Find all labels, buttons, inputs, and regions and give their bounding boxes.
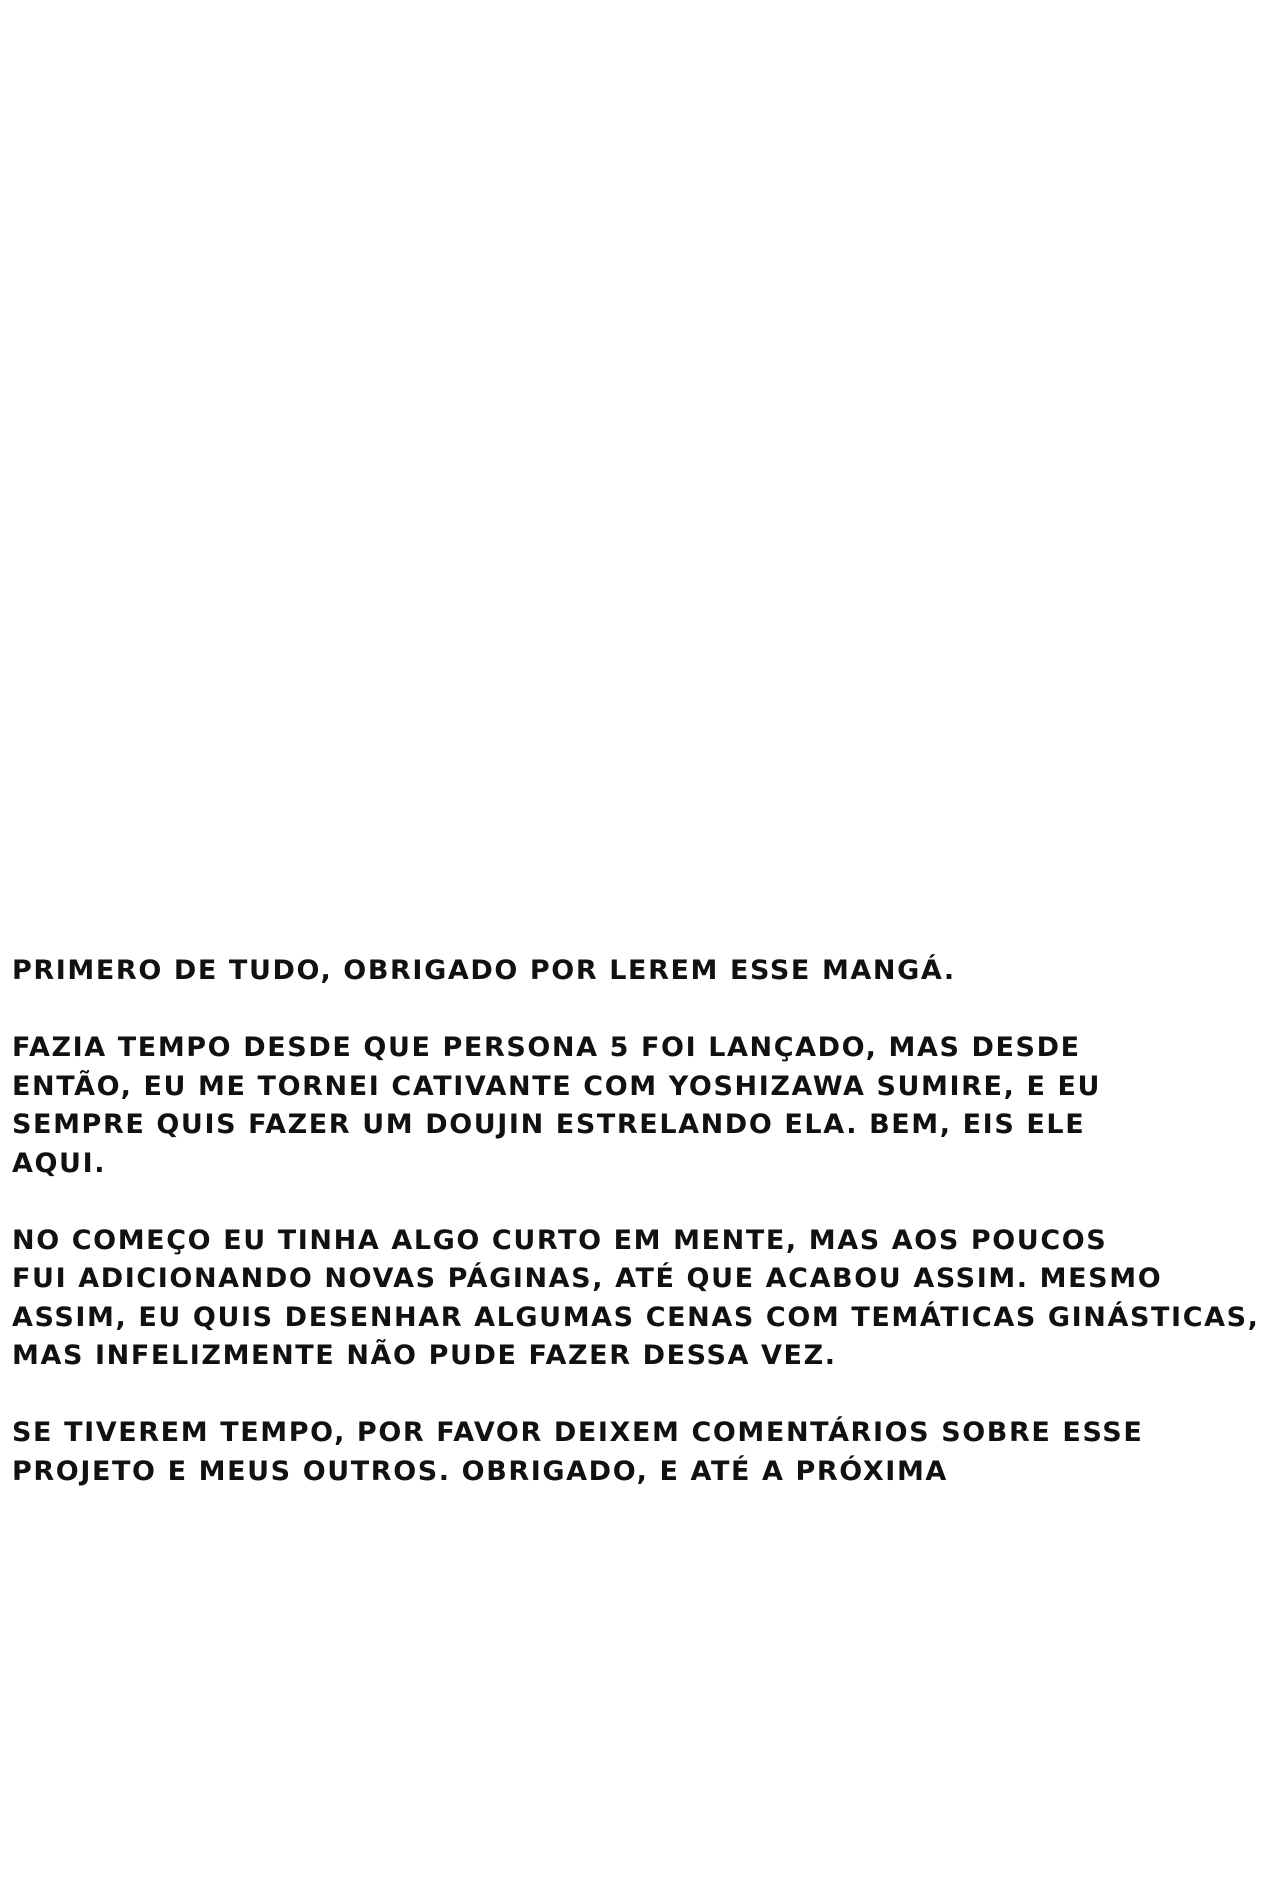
text-line: FUI ADICIONANDO NOVAS PÁGINAS, ATÉ QUE ACABOU ASSIM. MESMO — [12, 1263, 1163, 1294]
paragraph-thanks — [12, 952, 1272, 991]
text-line: AQUI. — [12, 1147, 107, 1179]
text-line: NO COMEÇO EU TINHA ALGO CURTO EM MENTE, MAS AOS POUCOS — [12, 1224, 1108, 1256]
paragraph-closing — [12, 1414, 1272, 1491]
text-line: ENTÃO, EU ME TORNEI CATIVANTE COM YOSHIZAWA SUMIRE, E EU — [12, 1070, 1102, 1102]
text-line: MAS INFELIZMENTE NÃO PUDE FAZER DESSA VEZ. — [12, 1340, 837, 1371]
text-line: PRIMERO DE TUDO, OBRIGADO POR LEREM ESSE MANGÁ. — [12, 955, 956, 986]
text-line: SE TIVEREM TEMPO, POR FAVOR DEIXEM COMENTÁRIOS SOBRE ESSE — [12, 1417, 1144, 1448]
text-line: PROJETO E MEUS OUTROS. OBRIGADO, E ATÉ A PRÓXIMA — [12, 1455, 948, 1487]
paragraph-process — [12, 1222, 1272, 1376]
text-line: FAZIA TEMPO DESDE QUE PERSONA 5 FOI LANÇADO, MAS DESDE — [12, 1032, 1081, 1063]
text-line: ASSIM, EU QUIS DESENHAR ALGUMAS CENAS COM TEMÁTICAS GINÁSTICAS, — [12, 1301, 1260, 1333]
paragraph-motivation — [12, 1029, 1272, 1183]
text-line: SEMPRE QUIS FAZER UM DOUJIN ESTRELANDO ELA. BEM, EIS ELE — [12, 1109, 1086, 1140]
afterword-text — [12, 952, 1272, 1491]
